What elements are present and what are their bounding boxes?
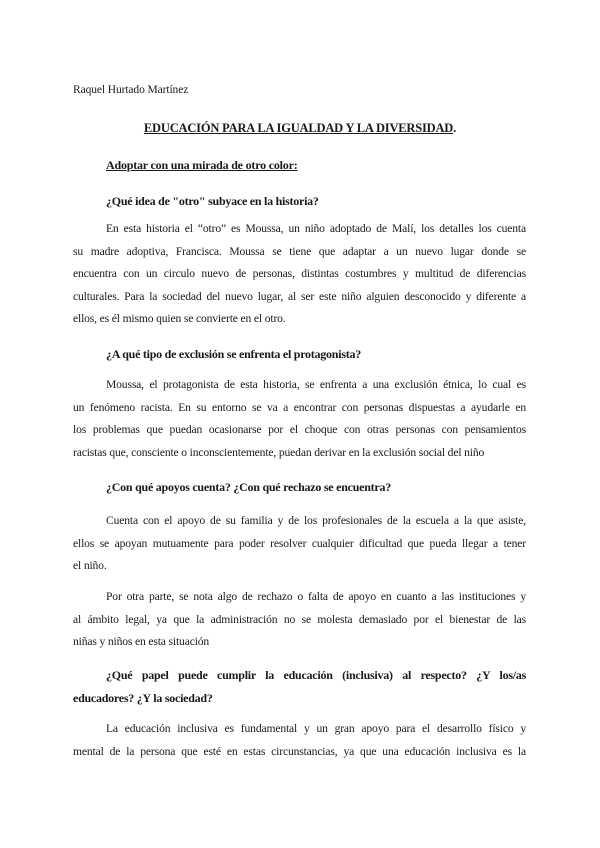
paragraph-line: ellos, es él mismo quien se convierte en el otro.: [73, 312, 286, 325]
question-heading: ¿A qué tipo de exclusión se enfrenta el protagonista?: [106, 347, 361, 361]
paragraph-line: encuentra con un circulo nuevo de personas, distintas costumbres y multitud de diferencias: [73, 267, 526, 280]
question-heading: ¿Con qué apoyos cuenta? ¿Con qué rechazo se encuentra?: [106, 480, 391, 494]
document-title: [0, 121, 600, 136]
paragraph-line: su madre adoptiva, Francisca. Moussa se tiene que adaptar a un nuevo lugar donde se: [73, 244, 526, 258]
paragraph: [73, 374, 526, 464]
paragraph-line: ellos se apoyan mutuamente para poder resolver cualquier dificultad que pueda llegar a tener: [73, 536, 526, 550]
paragraph-line: Moussa, el protagonista de esta historia, se enfrenta a una exclusión étnica, lo cual es: [106, 378, 526, 391]
author-name: Raquel Hurtado Martínez: [73, 84, 189, 96]
question-heading: ¿Qué idea de "otro" subyace en la historia?: [106, 194, 319, 208]
paragraph-line: al ámbito legal, ya que la administración no se molesta demasiado por el bienestar de las: [73, 612, 526, 626]
question-heading: [73, 664, 526, 709]
title-period: .: [453, 121, 457, 135]
paragraph-line: La educación inclusiva es fundamental y un gran apoyo para el desarrollo físico y: [106, 722, 526, 735]
paragraph-line: un fenómeno racista. En su entorno se va a encontrar con personas dispuestas a ayudarle en: [73, 400, 526, 414]
paragraph-line: racistas que, consciente o inconscientemente, puedan derivar en la exclusión social del niño: [73, 445, 485, 459]
paragraph: [73, 718, 526, 763]
title-text: EDUCACIÓN PARA LA IGUALDAD Y LA DIVERSIDAD: [143, 121, 454, 135]
paragraph-line: En esta historia el “otro” es Moussa, un niño adoptado de Malí, los detalles los cuenta: [106, 222, 526, 235]
paragraph-line: el niño.: [73, 559, 107, 572]
paragraph: [73, 218, 526, 331]
paragraph-line: Por otra parte, se nota algo de rechazo o falta de apoyo en cuanto a las instituciones y: [106, 590, 526, 603]
question-line: ¿Qué papel puede cumplir la educación (inclusiva) al respecto? ¿Y los/as: [106, 668, 526, 682]
paragraph-line: culturales. Para la sociedad del nuevo lugar, al ser este niño alguien desconocido y diferente a: [73, 289, 526, 303]
paragraph: [73, 586, 526, 654]
section-subtitle: Adoptar con una mirada de otro color:: [106, 158, 298, 172]
paragraph: [73, 510, 526, 578]
paragraph-line: mental de la persona que esté en estas circunstancias, ya que una educación inclusiva es la: [73, 744, 526, 758]
paragraph-line: niñas y niños en esta situación: [73, 635, 210, 648]
question-line: educadores? ¿Y la sociedad?: [73, 690, 213, 705]
paragraph-line: Cuenta con el apoyo de su familia y de los profesionales de la escuela a la que asiste,: [106, 514, 526, 527]
paragraph-line: los problemas que puedan ocasionarse por el choque con otras personas con pensamientos: [73, 423, 526, 436]
